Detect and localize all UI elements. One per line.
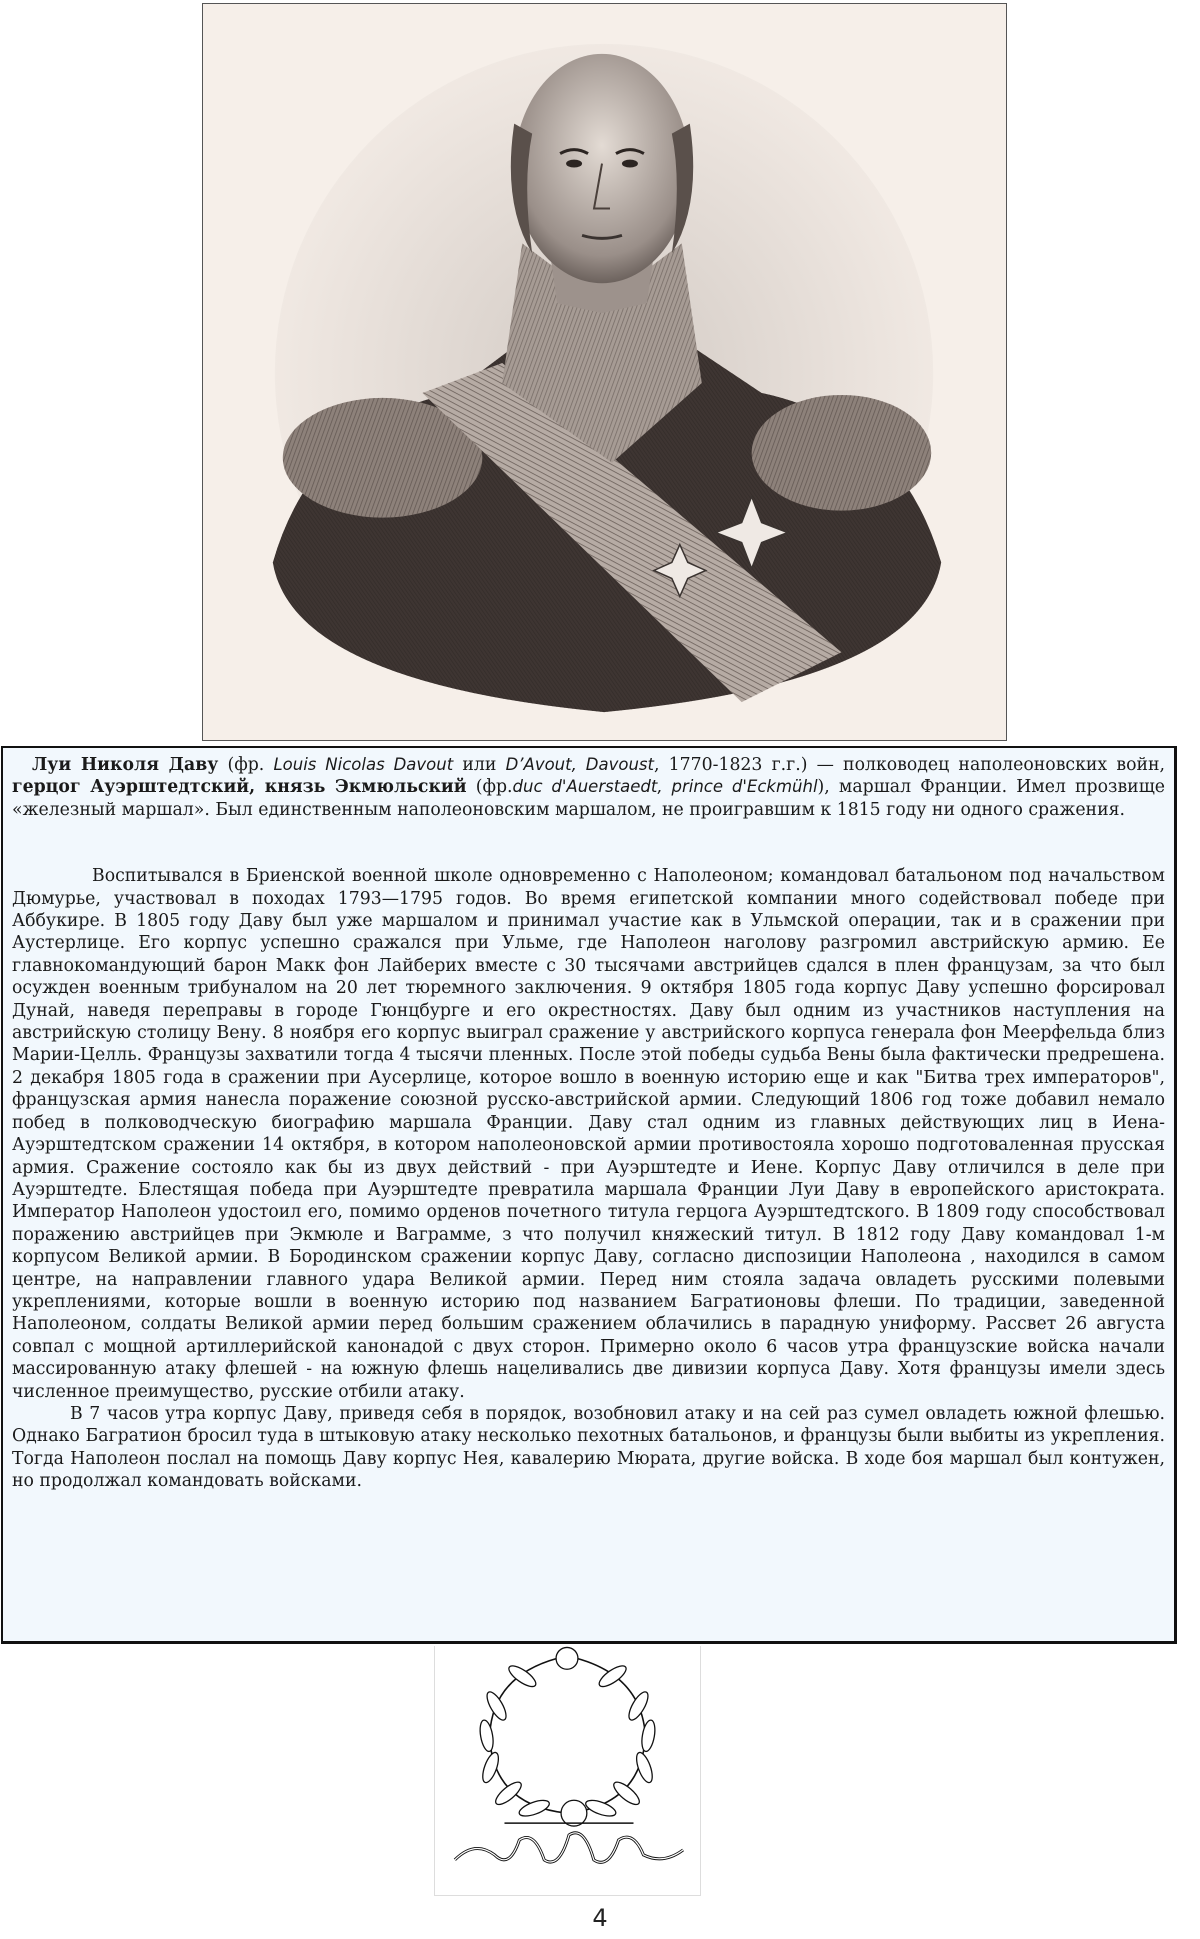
text-run: ), маршал Франции. Имел прозвище «железный маршал». Был единственным наполеоновским маршалом, не проигравшим к 1815 году ни одного сражения. [12,777,1165,820]
page-number: 4 [592,1904,608,1932]
laurel-wreath-icon [435,1646,700,1895]
bio-borodino-paragraph: В 7 часов утра корпус Даву, приведя себя в порядок, возобновил атаку и на сей раз сумел овладеть южной флешью. Однако Багратион бросил туда в штыковую атаку несколько пехотных батальонов, и французы были выбиты из укрепления. Тогда Наполеон послал на помощь Даву корпус Нея, кавалерию Мюрата, другие войска. В ходе боя маршал был контужен, но продолжал командовать войсками. [12,1403,1165,1492]
titles-ru: герцог Ауэрштедтский, князь Экмюльский [12,777,467,798]
text-run: или [453,755,506,775]
biography-text-box [1,746,1177,1644]
bio-main-paragraph: Воспитывался в Бриенской военной школе одновременно с Наполеоном; командовал батальоном под начальством Дюмурье, участвовал в походах 1793—1795 годов. Во время египетской компании много содействовал победе при Аббукире. В 1805 году Даву был уже маршалом и принимал участие как в Ульмской операции, так и в сражении при Аустерлице. Его корпус успешно сражался при Ульме, где Наполеон наголову разгромил австрийскую армию. Ее главнокомандующий барон Макк фон Лайберих вместе с 30 тысячами австрийцев сдался в плен французам, за что был осужден военным трибуналом на 20 лет тюремного заключения. 9 октября 1805 года корпус Даву успешно форсировал Дунай, наведя переправы в городе Гюнцбурге и его окрестностях. Даву был одним из участников наступления на австрийскую столицу Вену. 8 ноября его корпус выиграл сражение у австрийского корпуса генерала фон Меерфельда близ Марии-Целль. Французы захватили тогда 4 тысячи пленных. После этой победы судьба Вены была фактически предрешена. 2 декабря 1805 года в сражении при Аусерлице, которое вошло в военную историю еще и как "Битва трех императоров", французская армия нанесла поражение союзной русско-австрийской армии. Следующий 1806 год тоже добавил немало побед в полководческую биографию маршала Франции. Даву стал одним из главных действующих лиц в Иена-Ауэрштедтском сражении 14 октября, в котором наполеоновской армии противостояла хорошо подготоваленная прусская армия. Сражение состояло как бы из двух действий - при Ауэрштедте и Иене. Корпус Даву отличился в деле при Ауэрштедте. Блестящая победа при Ауэрштедте превратила маршала Франции Луи Даву в европейского аристократа. Император Наполеон удостоил его, помимо орденов почетного титула герцога Ауэрштедтского. В 1809 году способствовал поражению австрийцев при Экмюле и Ваграмме, з что получил княжеский титул. В 1812 году Даву командовал 1-м корпусом Великой армии. В Бородинском сражении корпус Даву, согласно диспозиции Наполеона , находился в самом центре, на направлении главного удара Великой армии. Перед ним стояла задача овладеть русскими полевыми укреплениями, которые вошли в военную историю под названием Багратионовы флеши. По традиции, заведенной Наполеоном, солдаты Великой армии перед большим сражением облачились в парадную униформу. Рассвет 26 августа совпал с мощной артиллерийской канонадой с двух сторон. Примерно около 6 часов утра французские войска начали массированную атаку флешей - на южную флешь нацеливались две дивизии корпуса Даву. Хотя французы имели здесь численное преимущество, русские отбили атаку. [12,866,1165,1402]
name-ru: Луи Николя Даву [32,755,219,775]
text-run: , 1770-1823 г.г.) — полководец наполеоновских войн, [653,755,1166,775]
portrait-image [202,3,1007,741]
name-fr: Louis Nicolas Davout [273,755,454,774]
paragraph-spacer [12,843,1165,865]
portrait-engraving [203,4,1006,740]
wreath-ornament [434,1646,701,1896]
bio-intro-paragraph [12,754,1165,821]
text-run: (фр. [466,777,513,798]
name-fr-variants: D’Avout, Davoust [505,755,654,774]
titles-fr: duc d'Auerstaedt, prince d'Eckmühl [512,777,818,797]
text-run: (фр. [218,755,274,775]
paragraph-spacer [12,821,1165,843]
